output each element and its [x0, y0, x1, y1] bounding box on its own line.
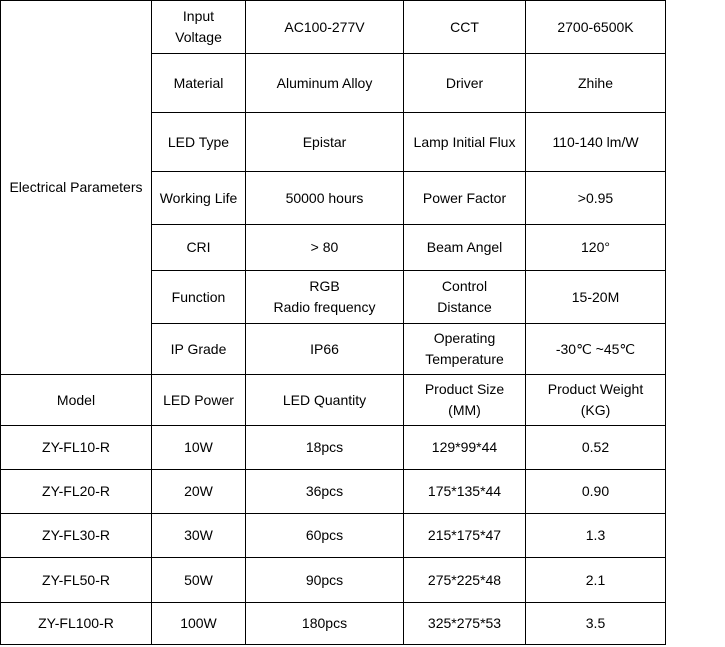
param-value: Epistar — [246, 113, 404, 172]
param-value: > 80 — [246, 225, 404, 271]
weight-cell: 3.5 — [526, 603, 666, 645]
power-cell: 50W — [152, 558, 246, 603]
size-cell: 325*275*53 — [404, 603, 526, 645]
param-row-input-voltage — [1, 1, 666, 54]
param-name: IP Grade — [152, 324, 246, 375]
size-cell: 275*225*48 — [404, 558, 526, 603]
quantity-cell: 60pcs — [246, 514, 404, 558]
model-cell: ZY-FL20-R — [1, 470, 152, 514]
quantity-cell: 18pcs — [246, 426, 404, 470]
param-name: Working Life — [152, 172, 246, 225]
quantity-cell: 36pcs — [246, 470, 404, 514]
model-cell: ZY-FL10-R — [1, 426, 152, 470]
model-cell: ZY-FL30-R — [1, 514, 152, 558]
model-header-row — [1, 375, 666, 426]
param-name: Power Factor — [404, 172, 526, 225]
column-header-model: Model — [1, 375, 152, 426]
param-name: LED Type — [152, 113, 246, 172]
param-value: >0.95 — [526, 172, 666, 225]
param-name: Control Distance — [404, 271, 526, 324]
weight-cell: 0.52 — [526, 426, 666, 470]
column-header-product-size: Product Size (MM) — [404, 375, 526, 426]
table-row — [1, 558, 666, 603]
param-value: 110-140 lm/W — [526, 113, 666, 172]
param-value: IP66 — [246, 324, 404, 375]
param-name: Lamp Initial Flux — [404, 113, 526, 172]
quantity-cell: 90pcs — [246, 558, 404, 603]
model-cell: ZY-FL100-R — [1, 603, 152, 645]
param-name: Beam Angel — [404, 225, 526, 271]
model-cell: ZY-FL50-R — [1, 558, 152, 603]
weight-cell: 2.1 — [526, 558, 666, 603]
param-value: AC100-277V — [246, 1, 404, 54]
param-value: 50000 hours — [246, 172, 404, 225]
param-value: 15-20M — [526, 271, 666, 324]
column-header-led-power: LED Power — [152, 375, 246, 426]
table-row — [1, 426, 666, 470]
power-cell: 20W — [152, 470, 246, 514]
table-row — [1, 603, 666, 645]
power-cell: 10W — [152, 426, 246, 470]
table-row — [1, 470, 666, 514]
size-cell: 129*99*44 — [404, 426, 526, 470]
param-value: 120° — [526, 225, 666, 271]
param-name: Driver — [404, 54, 526, 113]
column-header-led-quantity: LED Quantity — [246, 375, 404, 426]
size-cell: 215*175*47 — [404, 514, 526, 558]
power-cell: 100W — [152, 603, 246, 645]
power-cell: 30W — [152, 514, 246, 558]
param-value: Zhihe — [526, 54, 666, 113]
table-row — [1, 514, 666, 558]
electrical-parameters-label: Electrical Parameters — [1, 1, 152, 375]
param-name: Material — [152, 54, 246, 113]
param-name: Function — [152, 271, 246, 324]
param-value: Aluminum Alloy — [246, 54, 404, 113]
param-name: Input Voltage — [152, 1, 246, 54]
column-header-product-weight: Product Weight (KG) — [526, 375, 666, 426]
param-name: CRI — [152, 225, 246, 271]
param-value: 2700-6500K — [526, 1, 666, 54]
size-cell: 175*135*44 — [404, 470, 526, 514]
param-value: RGB Radio frequency — [246, 271, 404, 324]
weight-cell: 0.90 — [526, 470, 666, 514]
quantity-cell: 180pcs — [246, 603, 404, 645]
param-value: -30℃ ~45℃ — [526, 324, 666, 375]
param-name: Operating Temperature — [404, 324, 526, 375]
weight-cell: 1.3 — [526, 514, 666, 558]
param-name: CCT — [404, 1, 526, 54]
